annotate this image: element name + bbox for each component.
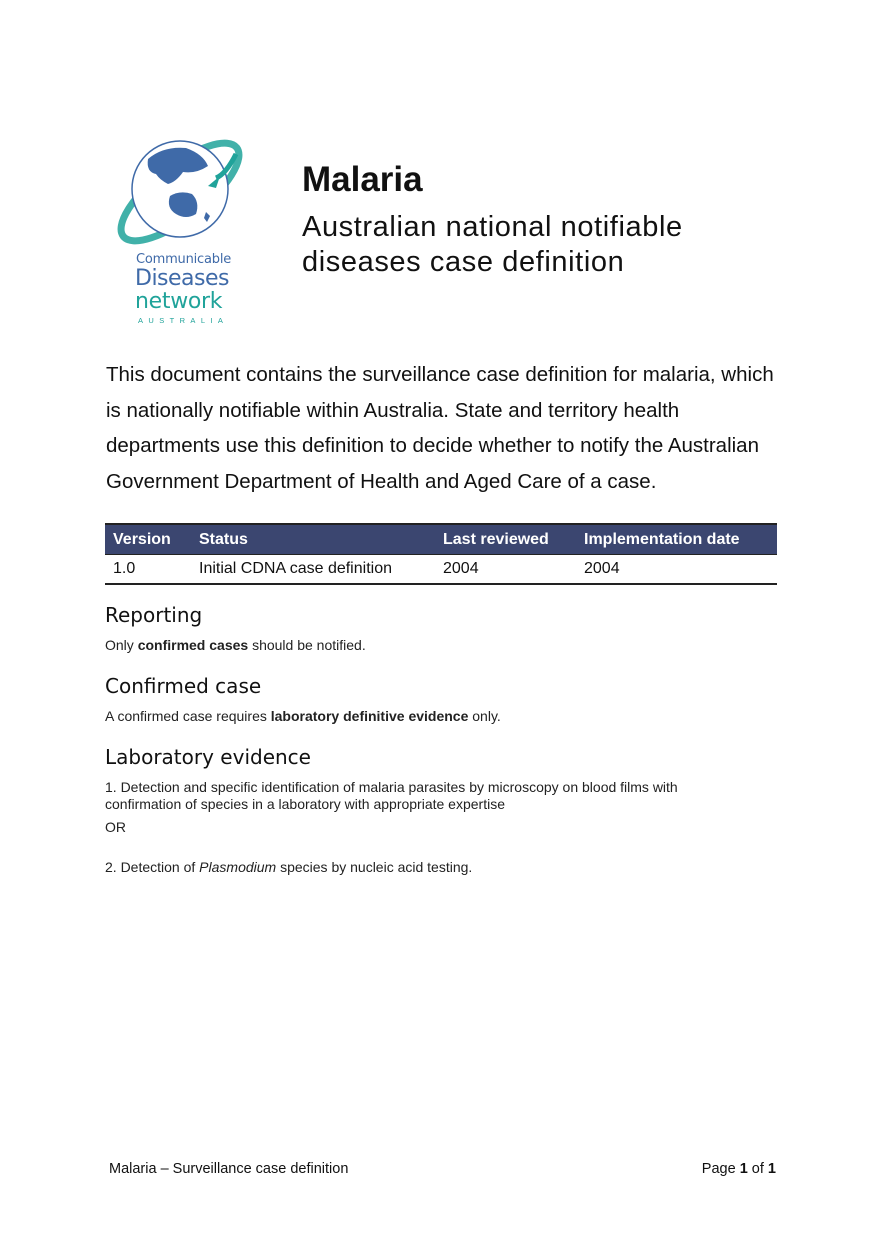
lab-evidence-item-2 [105, 859, 745, 876]
heading-reporting: Reporting [105, 603, 203, 627]
bold-text: laboratory definitive evidence [270, 708, 469, 724]
heading-confirmed-case: Confirmed case [105, 674, 262, 698]
document-title: Malaria [302, 160, 423, 199]
logo-text-communicable: Communicable [136, 252, 232, 267]
text-span: 2. Detection of [105, 859, 200, 875]
footer-page-number [702, 1161, 776, 1177]
cdna-logo [108, 134, 258, 328]
footer-document-title: Malaria – Surveillance case definition [109, 1161, 349, 1177]
bold-text: confirmed cases [137, 637, 249, 653]
reporting-text [105, 637, 745, 654]
text-span: A confirmed case requires [105, 708, 271, 724]
total-pages: 1 [767, 1161, 776, 1177]
lab-evidence-item-1: 1. Detection and specific identification of malaria parasites by microscopy on blood films with confirmation of species in a laboratory with appropriate expertise [105, 779, 678, 812]
text-span: species by nucleic acid testing. [276, 859, 473, 875]
document-subtitle [302, 210, 683, 280]
logo-text-diseases: Diseases [135, 266, 229, 291]
lab-evidence-or: OR [105, 819, 126, 835]
column-header-status: Status [191, 524, 435, 555]
table-header-row [105, 524, 777, 555]
text-span: Only [105, 637, 138, 653]
column-header-last-reviewed: Last reviewed [435, 524, 576, 555]
italic-text: Plasmodium [199, 859, 277, 875]
confirmed-case-text [105, 708, 745, 725]
subtitle-line-1: Australian national notifiable [302, 211, 683, 243]
text-span: Page [701, 1161, 740, 1177]
logo-text-australia: AUSTRALIA [138, 316, 229, 325]
logo-text-network: network [135, 289, 223, 314]
intro-paragraph: This document contains the surveillance case definition for malaria, which is nationally notifiable within Australia. State and territory health departments use this definition to decide whether to notify the Australian Government Department of Health and Aged Care of a case. [106, 363, 774, 493]
current-page: 1 [739, 1161, 748, 1177]
column-header-version: Version [105, 524, 191, 555]
text-span: of [747, 1161, 768, 1177]
text-span: should be notified. [248, 637, 366, 653]
subtitle-line-2: diseases case definition [302, 246, 625, 278]
column-header-implementation-date: Implementation date [576, 524, 777, 555]
globe-icon [108, 134, 258, 249]
version-table [105, 523, 777, 585]
text-span: only. [468, 708, 501, 724]
cell-last-reviewed: 2004 [435, 555, 576, 585]
cell-version: 1.0 [105, 555, 191, 585]
heading-laboratory-evidence: Laboratory evidence [105, 745, 311, 769]
table-row [105, 555, 777, 585]
cell-status: Initial CDNA case definition [191, 555, 435, 585]
cell-implementation-date: 2004 [576, 555, 777, 585]
